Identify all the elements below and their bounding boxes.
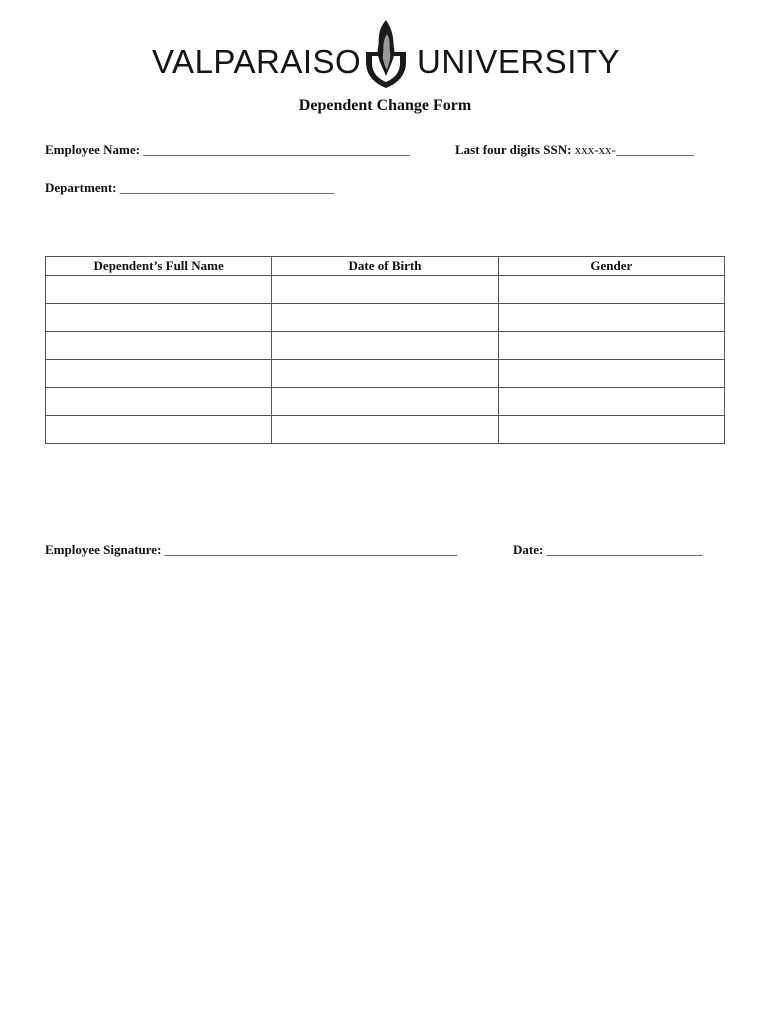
table-row [46,416,725,444]
date-label: Date: [513,542,544,557]
cell-full-name[interactable] [46,276,272,304]
cell-full-name[interactable] [46,360,272,388]
cell-gender[interactable] [498,388,724,416]
employee-name-label: Employee Name: [45,142,140,157]
ssn-field[interactable] [455,142,694,158]
employee-signature-blank[interactable]: _____________________________________________ [164,542,458,557]
cell-gender[interactable] [498,276,724,304]
logo-text-left: VALPARAISO [152,43,362,80]
cell-gender[interactable] [498,332,724,360]
ssn-prefix: xxx-xx- [574,142,616,157]
cell-gender[interactable] [498,360,724,388]
cell-full-name[interactable] [46,332,272,360]
flame-shield-icon [360,18,412,90]
table-row [46,332,725,360]
university-logo [0,14,770,94]
ssn-label: Last four digits SSN: [455,142,572,157]
employee-name-field[interactable] [45,142,410,158]
employee-signature-field[interactable] [45,542,457,558]
cell-gender[interactable] [498,304,724,332]
cell-full-name[interactable] [46,416,272,444]
cell-date-of-birth[interactable] [272,276,498,304]
date-blank[interactable]: ________________________ [546,542,703,557]
header-date-of-birth: Date of Birth [272,257,498,276]
form-title: Dependent Change Form [298,97,472,114]
header-gender: Gender [498,257,724,276]
table-row [46,276,725,304]
logo-text-right: UNIVERSITY [417,43,621,80]
employee-signature-label: Employee Signature: [45,542,162,557]
date-field[interactable] [513,542,703,558]
cell-date-of-birth[interactable] [272,388,498,416]
table-row [46,388,725,416]
cell-full-name[interactable] [46,388,272,416]
department-label: Department: [45,180,117,195]
header-full-name: Dependent’s Full Name [46,257,272,276]
table-header-row [46,257,725,276]
cell-date-of-birth[interactable] [272,360,498,388]
cell-full-name[interactable] [46,304,272,332]
dependents-table [45,256,725,444]
cell-date-of-birth[interactable] [272,416,498,444]
cell-date-of-birth[interactable] [272,304,498,332]
cell-date-of-birth[interactable] [272,332,498,360]
department-blank[interactable]: _________________________________ [119,180,335,195]
department-field[interactable] [45,180,334,196]
cell-gender[interactable] [498,416,724,444]
table-row [46,360,725,388]
table-row [46,304,725,332]
ssn-blank[interactable]: ____________ [615,142,694,157]
employee-name-blank[interactable]: _________________________________________ [143,142,410,157]
